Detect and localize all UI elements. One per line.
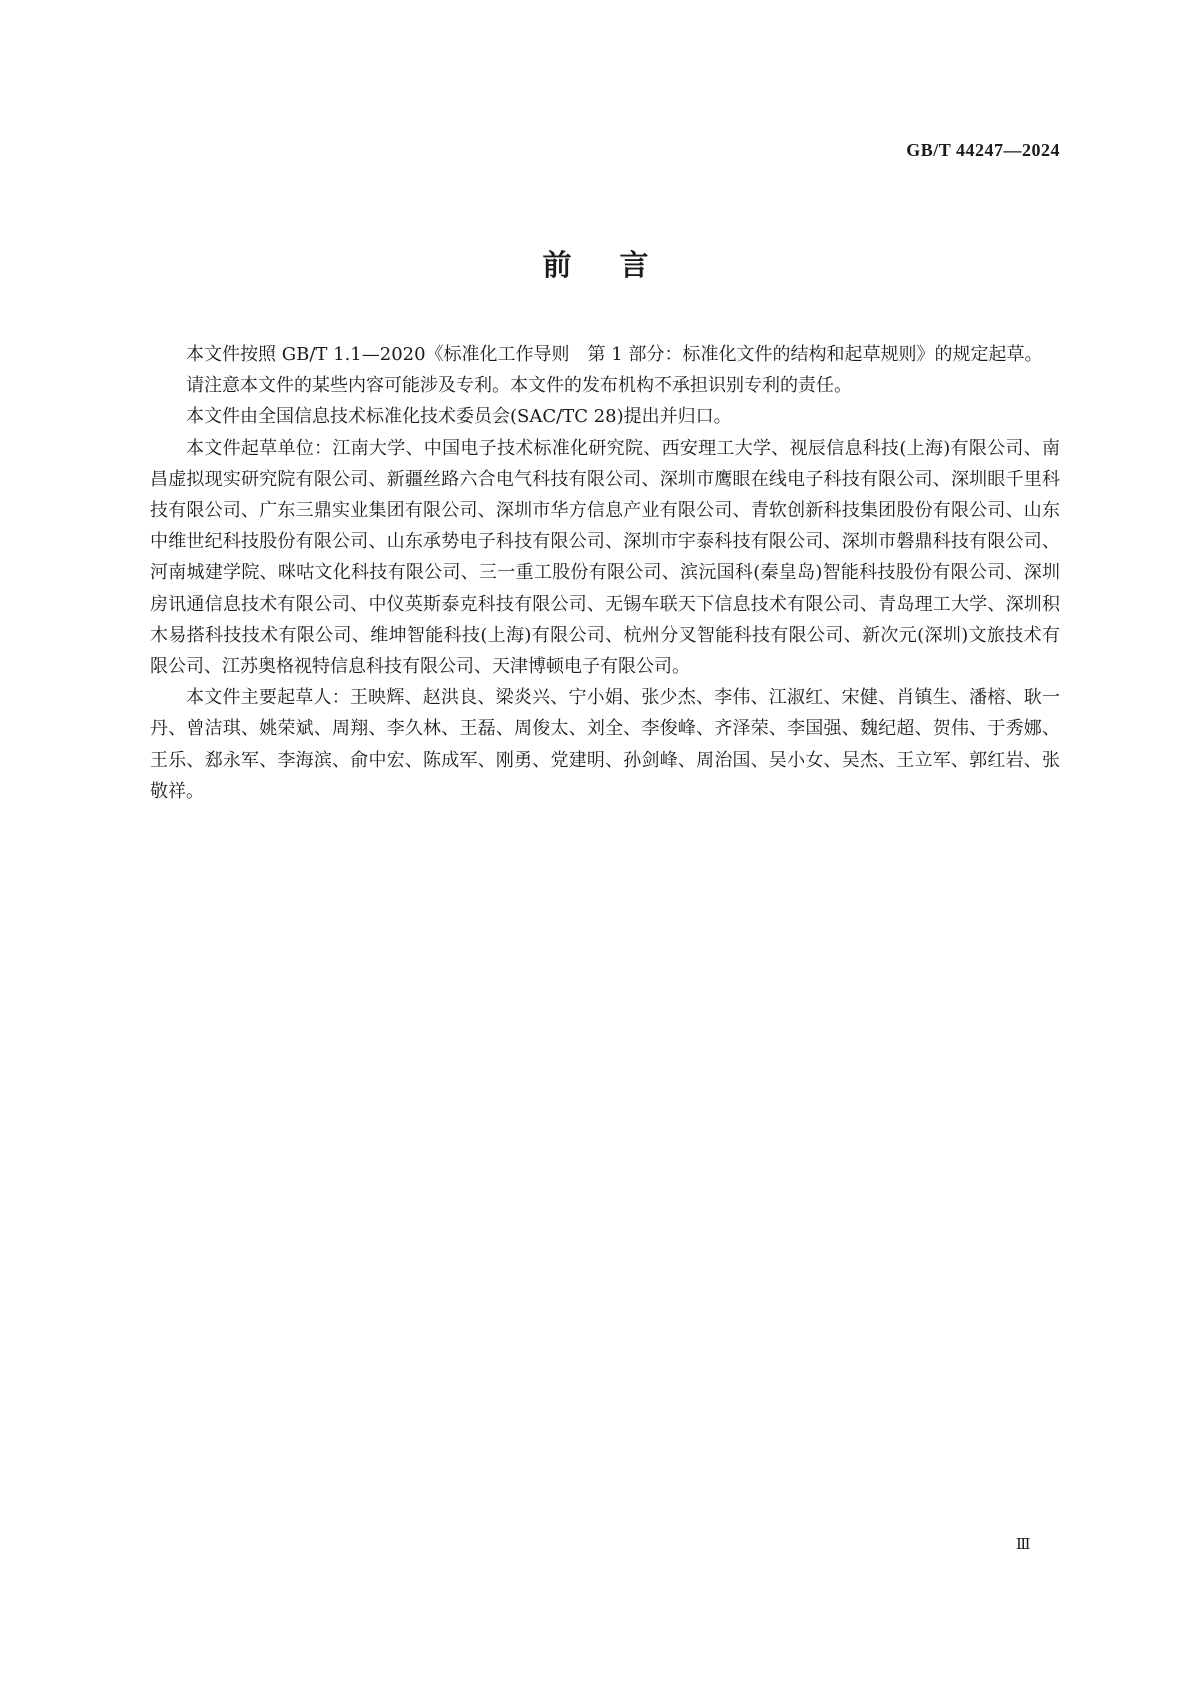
foreword-body: [150, 339, 1060, 807]
paragraph-drafters: 本文件主要起草人：王映辉、赵洪良、梁炎兴、宁小娟、张少杰、李伟、江淑红、宋健、肖镇生、潘榕、耿一丹、曾洁琪、姚荣斌、周翔、李久林、王磊、周俊太、刘全、李俊峰、齐泽荣、李国强、魏纪超、贺伟、于秀娜、王乐、郄永军、李海滨、俞中宏、陈成军、刚勇、党建明、孙剑峰、周治国、吴小女、吴杰、王立军、郭红岩、张敬祥。: [150, 687, 1060, 802]
paragraph-drafting-rules: 本文件按照 GB/T 1.1—2020《标准化工作导则 第 1 部分：标准化文件的结构和起草规则》的规定起草。: [186, 344, 1043, 365]
paragraph-drafting-units: 本文件起草单位：江南大学、中国电子技术标准化研究院、西安理工大学、视辰信息科技(上海)有限公司、南昌虚拟现实研究院有限公司、新疆丝路六合电气科技有限公司、深圳市鹰眼在线电子科技有限公司、深圳眼千里科技有限公司、广东三鼎实业集团有限公司、深圳市华方信息产业有限公司、青软创新科技集团股份有限公司、山东中维世纪科技股份有限公司、山东承势电子科技有限公司、深圳市宇泰科技有限公司、深圳市磐鼎科技有限公司、河南城建学院、咪咕文化科技有限公司、三一重工股份有限公司、滨沅国科(秦皇岛)智能科技股份有限公司、深圳房讯通信息技术有限公司、中仪英斯泰克科技有限公司、无锡车联天下信息技术有限公司、青岛理工大学、深圳积木易搭科技技术有限公司、维坤智能科技(上海)有限公司、杭州分叉智能科技有限公司、新次元(深圳)文旅技术有限公司、江苏奥格视特信息科技有限公司、天津博顿电子有限公司。: [150, 437, 1060, 678]
paragraph-proposer: 本文件由全国信息技术标准化技术委员会(SAC/TC 28)提出并归口。: [186, 406, 732, 428]
paragraph-patent-notice: 请注意本文件的某些内容可能涉及专利。本文件的发布机构不承担识别专利的责任。: [186, 375, 852, 397]
page-title: 前言: [542, 248, 697, 282]
standard-number: GB/T 44247—2024: [906, 140, 1060, 160]
page-number: Ⅲ: [1016, 1537, 1031, 1553]
